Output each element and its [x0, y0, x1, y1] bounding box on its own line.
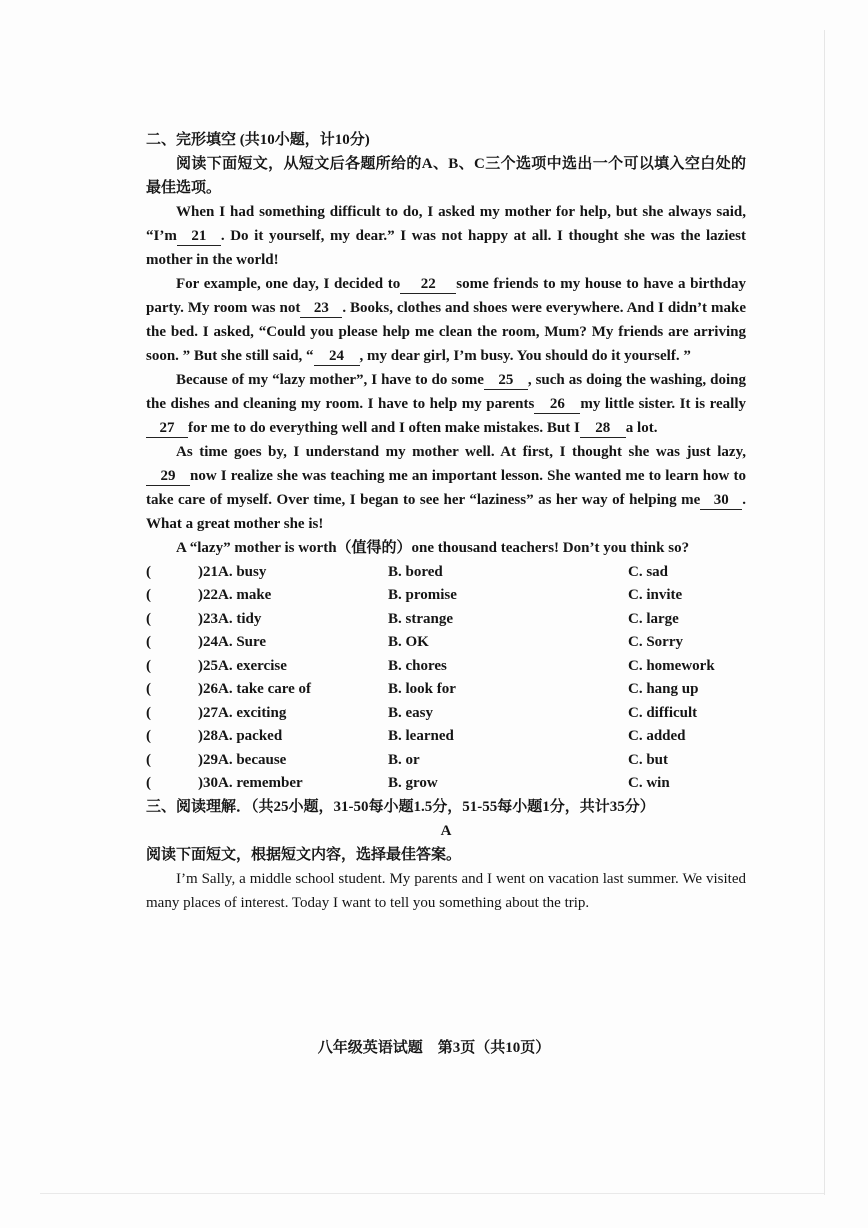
- option-a-text: A. busy: [218, 563, 267, 580]
- option-question-number: 26: [203, 681, 218, 698]
- option-b: B. easy: [388, 704, 433, 721]
- section3-part-label: A: [440, 823, 452, 839]
- option-c: C. sad: [628, 563, 669, 580]
- option-c: C. Sorry: [628, 634, 683, 651]
- option-row: [146, 584, 746, 608]
- option-c: C. but: [628, 751, 669, 768]
- option-a-text: A. exercise: [218, 657, 287, 674]
- option-row: [146, 631, 746, 655]
- option-question-number: 21: [203, 563, 218, 580]
- blank-24: 24: [314, 347, 360, 366]
- option-a-text: A. packed: [218, 728, 283, 745]
- option-a: ( )22A. make: [146, 583, 388, 607]
- option-a-text: A. make: [218, 587, 272, 604]
- page-edge-right: [824, 30, 825, 1195]
- option-c: C. hang up: [628, 681, 699, 698]
- passage-text: a lot.: [625, 420, 658, 436]
- option-question-number: 22: [203, 587, 218, 604]
- passage-paragraph-4: [146, 440, 746, 536]
- option-a-text: A. take care of: [218, 681, 312, 698]
- passage-text: Because of my “lazy mother”, I have to do some: [176, 372, 484, 388]
- answer-blank[interactable]: (: [146, 751, 151, 768]
- option-row: [146, 725, 746, 749]
- answer-options: [146, 560, 746, 795]
- option-a: ( )27A. exciting: [146, 701, 388, 725]
- answer-blank[interactable]: (: [146, 563, 151, 580]
- option-b: B. OK: [388, 634, 429, 651]
- answer-blank[interactable]: (: [146, 657, 151, 674]
- option-question-number: 25: [203, 657, 218, 674]
- option-b: B. promise: [388, 587, 457, 604]
- passage-text: now I realize she was teaching me an important lesson. She wanted me to learn how to take care of myself. Over time, I began to see her “laziness” as her way of helping me: [146, 468, 746, 508]
- option-question-number: 23: [203, 610, 218, 627]
- reading-a-text: I’m Sally, a middle school student. My parents and I went on vacation last summer. We visited many places of interest. Today I want to tell you something about the trip.: [146, 871, 746, 911]
- blank-26: 26: [534, 395, 580, 414]
- option-question-number: 24: [203, 634, 218, 651]
- blank-29: 29: [146, 467, 190, 486]
- option-a-text: A. Sure: [218, 634, 267, 651]
- passage-text: . Do it yourself, my dear.” I was not happy at all. I thought she was the laziest mother in the world!: [146, 228, 746, 268]
- blank-21: 21: [177, 227, 221, 246]
- answer-blank[interactable]: (: [146, 634, 151, 651]
- option-a-text: A. exciting: [218, 704, 287, 721]
- section3-instruction: 阅读下面短文，根据短文内容，选择最佳答案。: [146, 847, 462, 863]
- option-b: B. look for: [388, 681, 456, 698]
- option-b: B. chores: [388, 657, 447, 674]
- option-question-number: 28: [203, 728, 218, 745]
- section2-title: 二、完形填空 (共10小题，计10分): [146, 132, 370, 148]
- blank-30: 30: [700, 491, 742, 510]
- option-a: ( )21A. busy: [146, 560, 388, 584]
- option-a: ( )28A. packed: [146, 724, 388, 748]
- option-c: C. win: [628, 775, 670, 792]
- option-c: C. large: [628, 610, 679, 627]
- passage-text: . What a great mother she is!: [146, 492, 746, 532]
- option-row: [146, 560, 746, 584]
- option-a: ( )26A. take care of: [146, 677, 388, 701]
- option-a: ( )23A. tidy: [146, 607, 388, 631]
- passage-text: For example, one day, I decided to: [176, 276, 401, 292]
- answer-blank[interactable]: (: [146, 610, 151, 627]
- blank-23: 23: [300, 299, 342, 318]
- passage-text: my little sister. It is really: [580, 396, 746, 412]
- passage-text: , such as doing the washing, doing the dishes and cleaning my room. I have to help my parents: [146, 372, 746, 412]
- option-b: B. or: [388, 751, 420, 768]
- option-b: B. strange: [388, 610, 453, 627]
- option-a-text: A. tidy: [218, 610, 262, 627]
- section2-instruction: 阅读下面短文，从短文后各题所给的A、B、C三个选项中选出一个可以填入空白处的最佳选项。: [146, 156, 746, 196]
- passage-paragraph-1: [146, 200, 746, 272]
- blank-22: 22: [400, 275, 456, 294]
- option-row: [146, 701, 746, 725]
- blank-28: 28: [580, 419, 626, 438]
- option-c: C. difficult: [628, 704, 698, 721]
- option-a: ( )30A. remember: [146, 771, 388, 795]
- option-b: B. bored: [388, 563, 443, 580]
- option-row: [146, 748, 746, 772]
- option-question-number: 27: [203, 704, 218, 721]
- passage-text: As time goes by, I understand my mother well. At first, I thought she was just lazy,: [176, 444, 746, 460]
- option-c: C. added: [628, 728, 686, 745]
- passage-text: for me to do everything well and I often make mistakes. But I: [188, 420, 580, 436]
- option-a: ( )25A. exercise: [146, 654, 388, 678]
- answer-blank[interactable]: (: [146, 587, 151, 604]
- option-b: B. learned: [388, 728, 454, 745]
- passage-paragraph-3: [146, 368, 746, 440]
- option-b: B. grow: [388, 775, 438, 792]
- answer-blank[interactable]: (: [146, 775, 151, 792]
- option-c: C. homework: [628, 657, 715, 674]
- option-a-text: A. remember: [218, 775, 303, 792]
- option-row: [146, 772, 746, 796]
- option-c: C. invite: [628, 587, 683, 604]
- answer-blank[interactable]: (: [146, 728, 151, 745]
- option-row: [146, 678, 746, 702]
- answer-blank[interactable]: (: [146, 704, 151, 721]
- page-edge-bottom: [40, 1193, 824, 1194]
- section3-title: 三、阅读理解．（共25小题，31-50每小题1.5分，51-55每小题1分，共计35分）: [146, 799, 655, 815]
- passage-paragraph-5: A “lazy” mother is worth（值得的）one thousand teachers! Don’t you think so?: [176, 540, 690, 556]
- page-footer: 八年级英语试题 第3页（共10页）: [317, 1040, 551, 1056]
- option-row: [146, 654, 746, 678]
- passage-text: , my dear girl, I’m busy. You should do it yourself. ”: [359, 348, 691, 364]
- option-question-number: 29: [203, 751, 218, 768]
- passage-text: . Books, clothes and shoes were everywhere. And I didn’t make the bed. I asked, “Could you please help me clean the room, Mum? My friends are arriving soon. ” But she still said, “: [146, 300, 747, 364]
- blank-25: 25: [484, 371, 528, 390]
- option-a: ( )29A. because: [146, 748, 388, 772]
- option-a: ( )24A. Sure: [146, 630, 388, 654]
- answer-blank[interactable]: (: [146, 681, 151, 698]
- option-a-text: A. because: [218, 751, 287, 768]
- option-question-number: 30: [203, 775, 218, 792]
- option-row: [146, 607, 746, 631]
- passage-text: some friends to my house to have a birthday party. My room was not: [146, 276, 746, 316]
- passage-text: When I had something difficult to do, I asked my mother for help, but she always said, “I’m: [146, 204, 746, 244]
- passage-paragraph-2: [146, 272, 746, 368]
- blank-27: 27: [146, 419, 188, 438]
- page-content: [146, 128, 746, 915]
